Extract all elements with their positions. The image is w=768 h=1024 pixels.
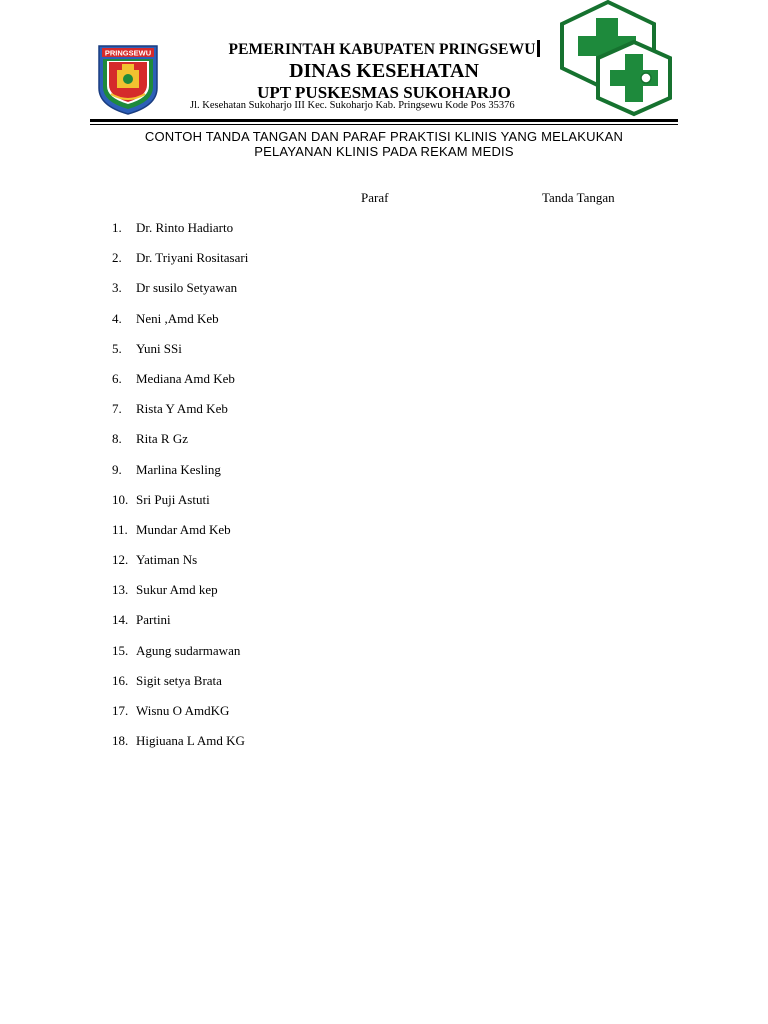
document-title [90,129,678,159]
letterhead-rule-thin [90,124,678,125]
item-name: Dr susilo Setyawan [136,280,238,296]
item-number: 7. [112,401,122,417]
item-name: Rista Y Amd Keb [136,401,228,417]
column-header-signature: Tanda Tangan [542,190,615,205]
item-name: Yuni SSi [136,340,182,356]
column-header-paraf: Paraf [361,190,389,205]
item-number: 1. [112,220,122,235]
item-number: 6. [112,370,122,386]
item-number: 11. [112,521,128,537]
puskesmas-logo-icon [556,0,678,122]
item-name: Higiuana L Amd KG [136,733,245,749]
item-name: Mediana Amd Keb [136,370,235,386]
item-number: 9. [112,461,122,477]
item-number: 2. [112,250,122,266]
item-name: Sukur Amd kep [136,582,218,598]
letterhead-address: Jl. Kesehatan Sukoharjo III Kec. Sukoharjo Kab. Pringsewu Kode Pos 35376 [190,100,515,111]
item-number: 12. [112,552,129,568]
item-name: Marlina Kesling [136,461,221,477]
item-name: Mundar Amd Keb [136,521,231,537]
government-name: PEMERINTAH KABUPATEN PRINGSEWU [228,41,536,58]
title-line-2: PELAYANAN KLINIS PADA REKAM MEDIS [254,144,514,159]
item-number: 15. [112,642,129,658]
letterhead-rule-thick [90,119,678,122]
letterhead-department: DINAS KESEHATAN [289,60,479,82]
item-number: 3. [112,280,122,296]
item-name: Dr. Triyani Rositasari [136,250,249,266]
item-name: Yatiman Ns [136,552,198,568]
item-number: 5. [112,340,122,356]
item-name: Rita R Gz [136,431,188,447]
item-number: 17. [112,703,129,718]
item-name: Wisnu O AmdKG [136,703,230,718]
item-number: 16. [112,672,129,688]
item-name: Agung sudarmawan [136,642,241,658]
letterhead-unit: UPT PUSKESMAS SUKOHARJO [257,83,511,102]
item-number: 10. [112,491,129,507]
pringsewu-emblem-icon [95,44,161,116]
item-name: Partini [136,612,171,628]
title-line-1: CONTOH TANDA TANGAN DAN PARAF PRAKTISI KLINIS YANG MELAKUKAN [144,129,624,144]
item-name: Neni ,Amd Keb [136,310,219,326]
item-number: 14. [112,612,129,628]
item-number: 18. [112,733,129,749]
item-name: Dr. Rinto Hadiarto [136,220,234,235]
item-number: 8. [112,431,122,447]
item-name: Sri Puji Astuti [136,491,210,507]
emblem-text: PRINGSEWU [104,48,152,58]
item-name: Sigit setya Brata [136,672,222,688]
item-number: 4. [112,310,122,326]
letterhead-government [176,40,592,59]
cursor-bar [537,40,540,57]
item-number: 13. [112,582,129,598]
letterhead [176,40,592,102]
